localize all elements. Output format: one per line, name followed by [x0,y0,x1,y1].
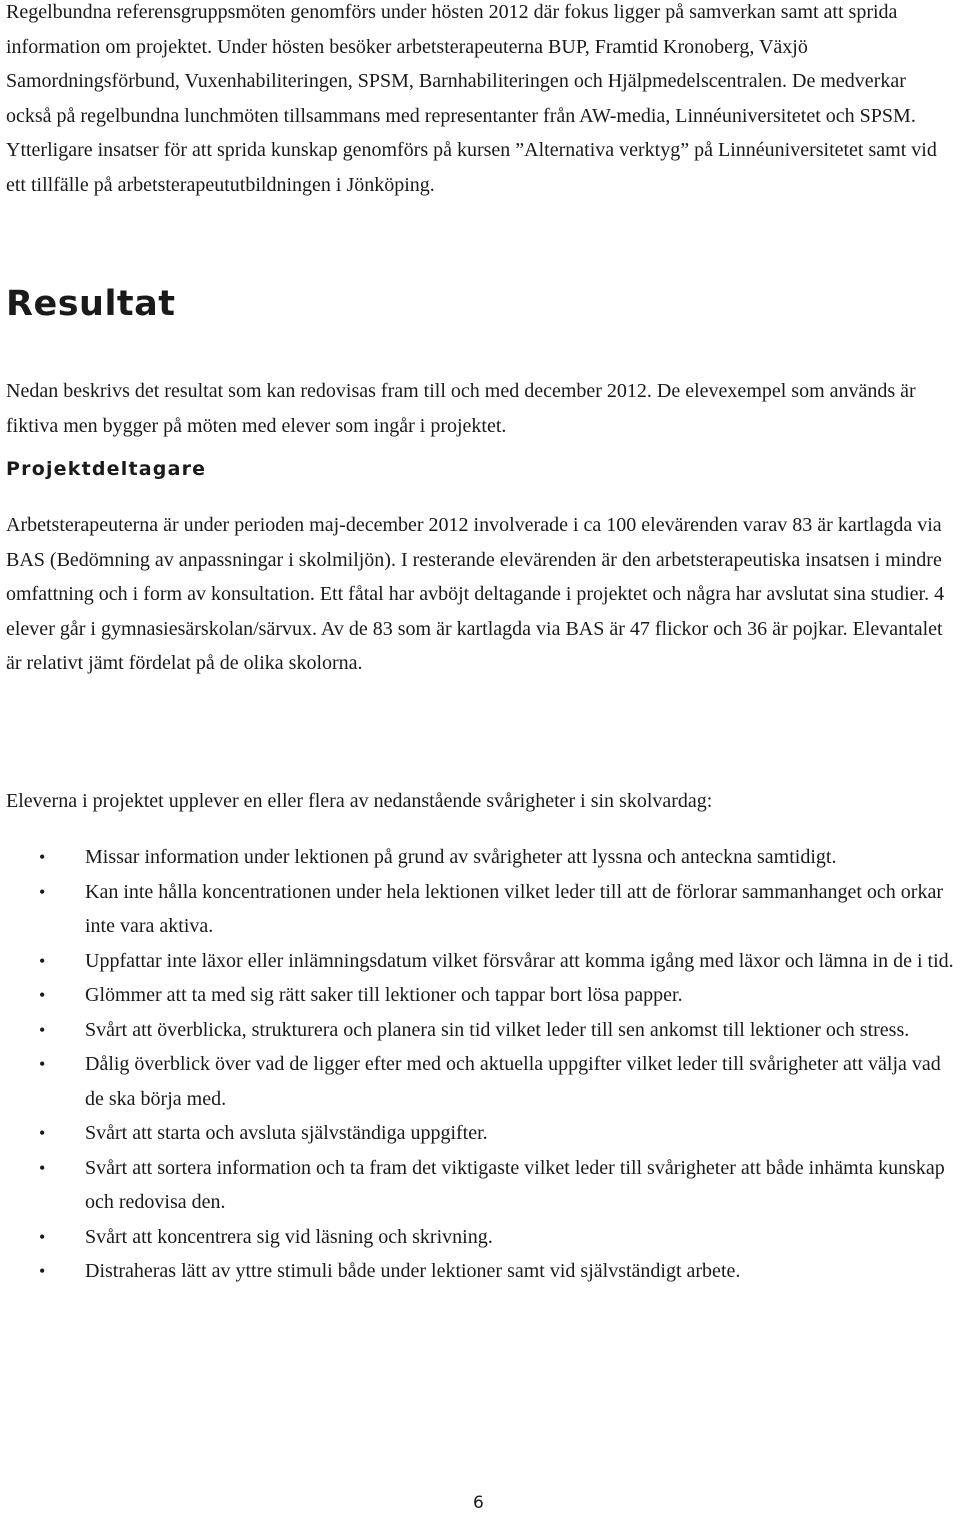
bullet-icon: • [39,1019,46,1040]
list-item [6,1047,956,1116]
bullet-icon: • [39,881,46,902]
list-item [6,840,956,875]
bullet-icon: • [39,1054,46,1074]
list-item [6,875,956,944]
list-item-text: Missar information under lektionen på grund av svårigheter att lyssna och anteckna samtidigt. [85,846,837,868]
list-item-text: Glömmer att ta med sig rätt saker till lektioner och tappar bort lösa papper. [85,984,683,1006]
list-item-text: Svårt att starta och avsluta självständiga uppgifter. [85,1122,488,1144]
list-item [6,944,956,979]
bullet-icon: • [39,950,46,971]
bullet-icon: • [39,985,46,1005]
svarigheter-intro-paragraph: Eleverna i projektet upplever en eller flera av nedanstående svårigheter i sin skolvardag: [6,790,713,812]
list-item-text: Svårt att koncentrera sig vid läsning och skrivning. [85,1225,493,1248]
list-item [6,1254,956,1289]
list-item [6,1151,956,1220]
list-item-text: Kan inte hålla koncentrationen under hela lektionen vilket leder till att de förlorar sammanhanget och orkar inte vara aktiva. [85,880,944,937]
list-item-text: Distraheras lätt av yttre stimuli både under lektioner samt vid självständigt arbete. [85,1260,741,1282]
deltagare-paragraph: Arbetsterapeuterna är under perioden maj-december 2012 involverade i ca 100 elevärenden varav 83 är kartlagda via BAS (Bedömning av anpassningar i skolmiljön). I resterande elevärenden är den arbetsterapeutiska insatsen i mindre omfattning och i form av konsultation. Ett fåtal har avböjt deltagande i projektet och några har avslutat sina studier. 4 elever går i gymnasiesärskolan/särvux. Av de 83 som är kartlagda via BAS är 47 flickor och 36 är pojkar. Elevantalet är relativt jämt fördelat på de olika skolorna. [6,514,945,674]
resultat-intro-paragraph: Nedan beskrivs det resultat som kan redovisas fram till och med december 2012. De elevexempel som används är fiktiva men bygger på möten med elever som ingår i projektet. [6,380,916,437]
heading-resultat: Resultat [6,284,176,324]
list-item-text: Dålig överblick över vad de ligger efter med och aktuella uppgifter vilket leder till svårigheter att välja vad de ska börja med. [85,1053,941,1110]
bullet-icon: • [39,1261,46,1281]
list-item [6,1220,956,1255]
bullet-icon: • [39,847,46,867]
intro-paragraph: Regelbundna referensgruppsmöten genomförs under hösten 2012 där fokus ligger på samverkan samt att sprida information om projektet. Under hösten besöker arbetsterapeuterna BUP, Framtid Kronoberg, Växjö Samordningsförbund, Vuxenhabiliteringen, SPSM, Barnhabiliteringen och Hjälpmedelscentralen. De medverkar också på regelbundna lunchmöten tillsammans med representanter från AW-media, Linnéuniversitetet och SPSM. Ytterligare insatser för att sprida kunskap genomförs på kursen ”Alternativa verktyg” på Linnéuniversitetet samt vid ett tillfälle på arbetsterapeututbildningen i Jönköping. [6,1,937,196]
difficulties-list [6,840,956,1289]
bullet-icon: • [39,1226,46,1247]
heading-projektdeltagare: Projektdeltagare [6,458,207,480]
list-item-text: Svårt att sortera information och ta fram det viktigaste vilket leder till svårigheter att både inhämta kunskap och redovisa den. [85,1156,945,1213]
list-item-text: Uppfattar inte läxor eller inlämningsdatum vilket försvårar att komma igång med läxor och lämna in de i tid. [85,949,954,972]
list-item-text: Svårt att överblicka, strukturera och planera sin tid vilket leder till sen ankomst till lektioner och stress. [85,1018,910,1041]
bullet-icon: • [39,1157,46,1178]
list-item [6,1013,956,1048]
page-number: 6 [473,1493,484,1513]
list-item [6,978,956,1013]
bullet-icon: • [39,1123,46,1143]
list-item [6,1116,956,1151]
